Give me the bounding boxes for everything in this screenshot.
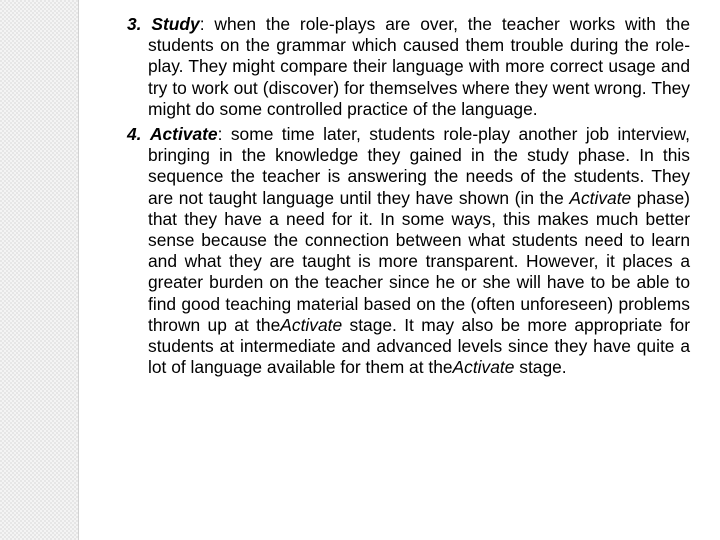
- slide-body-text: [127, 14, 690, 382]
- italic-term: Activate: [569, 187, 632, 208]
- list-item-activate: [127, 124, 690, 378]
- item-text: stage. It may also be more appropriate for students at intermediate and advanced levels since they have quite a lot of language available for them at the: [148, 314, 690, 378]
- list-item-study: [127, 14, 690, 120]
- item-number: 4.: [127, 124, 142, 145]
- italic-term: Activate: [452, 357, 515, 378]
- item-term: Study: [151, 14, 200, 34]
- side-decorative-pattern: [0, 0, 79, 540]
- item-text: : when the role-plays are over, the teacher works with the students on the grammar which caused them trouble during the role-play. They might compare their language with more correct usage and try to work out (discover) for themselves where they went wrong. They might do some controlled practice of the language.: [148, 14, 690, 119]
- item-term: Activate: [149, 124, 218, 145]
- item-text: : some time later, students role-play another job interview, bringing in the knowledge they gained in the study phase. In this sequence the teacher is answering the needs of the students. They are not taught language until they have shown (in the: [148, 124, 690, 208]
- italic-term: Activate: [280, 314, 343, 335]
- item-number: 3.: [127, 14, 142, 34]
- item-text: phase) that they have a need for it. In some ways, this makes much better sense because the connection between what students need to learn and what they are taught is more transparent. However, it places a greater burden on the teacher since he or she will have to be able to find good teaching material based on the (often unforeseen) problems thrown up at the: [148, 187, 690, 335]
- item-text: stage.: [514, 357, 567, 378]
